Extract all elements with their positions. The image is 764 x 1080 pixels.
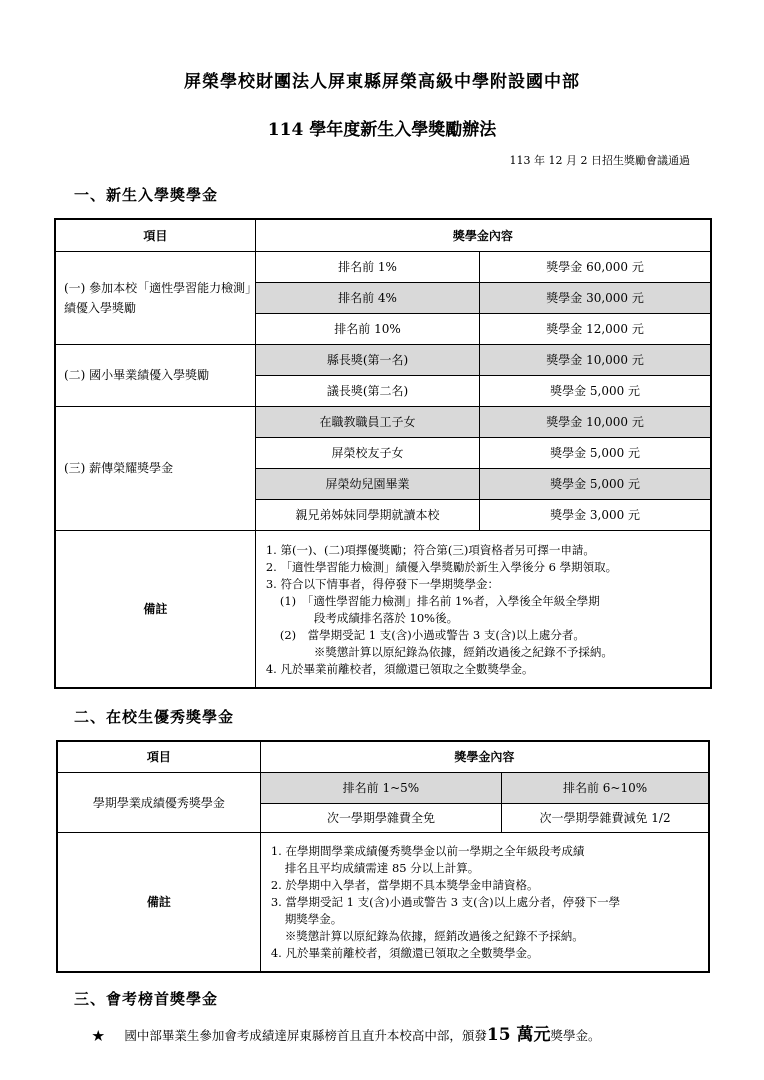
condition-cell: 屏榮校友子女 — [255, 437, 479, 468]
amount-cell: 獎學金 60,000 元 — [480, 251, 711, 282]
col-item-header: 項目 — [57, 741, 260, 772]
section1-heading: 一、新生入學獎學金 — [74, 186, 219, 204]
document-title: 114 學年度新生入學獎勵辦法 — [267, 120, 497, 140]
table-header-row — [57, 741, 709, 772]
amount-cell: 獎學金 12,000 元 — [480, 313, 711, 344]
table-row — [55, 344, 711, 375]
condition-cell: 排名前 10% — [255, 313, 479, 344]
col-content-header: 獎學金內容 — [255, 219, 711, 251]
notes-label: 備註 — [55, 530, 255, 688]
amount-cell: 獎學金 5,000 元 — [480, 437, 711, 468]
note-line: 3. 當學期受記 1 支(含)小過或警告 3 支(含)以上處分者，停發下一學 — [270, 895, 621, 910]
item-cell: 學期學業成績優秀獎學金 — [57, 772, 260, 832]
notes-row — [55, 530, 711, 688]
amount-cell: 獎學金 3,000 元 — [480, 499, 711, 530]
note-line: 4. 凡於畢業前離校者，須繳還已領取之全數獎學金。 — [270, 946, 539, 961]
section3-text-after: 獎學金。 — [550, 1028, 601, 1043]
condition-cell: 議長獎(第二名) — [255, 375, 479, 406]
note-line: ※獎懲計算以原紀錄為依據，經銷改過後之紀錄不予採納。 — [313, 644, 613, 659]
condition-cell: 縣長獎(第一名) — [255, 344, 479, 375]
col-item-header: 項目 — [55, 219, 255, 251]
note-line: 排名且平均成績需達 85 分以上計算。 — [284, 861, 480, 876]
note-line: (1) 「適性學習能力檢測」排名前 1%者，入學後全年級全學期 — [279, 593, 600, 608]
condition-cell: 在職教職員工子女 — [255, 406, 479, 437]
item-cell: (二) 國小畢業績優入學獎勵 — [55, 344, 255, 406]
condition-cell: 屏榮幼兒園畢業 — [255, 468, 479, 499]
note-line: 4. 凡於畢業前離校者，須繳還已領取之全數獎學金。 — [265, 661, 534, 676]
amount-cell: 獎學金 5,000 元 — [480, 375, 711, 406]
benefit-cell: 次一學期學雜費減免 1/2 — [502, 803, 709, 832]
amount-cell: 獎學金 10,000 元 — [480, 406, 711, 437]
section2-table — [56, 740, 710, 973]
school-name: 屏榮學校財團法人屏東縣屏榮高級中學附設國中部 — [184, 72, 580, 92]
notes-cell — [260, 832, 709, 972]
col-content-header: 獎學金內容 — [260, 741, 709, 772]
note-line: 1. 第(一)、(二)項擇優獎勵；符合第(三)項資格者另可擇一申請。 — [265, 542, 595, 557]
section3-text — [92, 1020, 601, 1045]
condition-cell: 排名前 4% — [255, 282, 479, 313]
note-line: 2. 「適性學習能力檢測」績優入學獎勵於新生入學後分 6 學期領取。 — [265, 559, 618, 574]
condition-cell: 親兄弟姊妹同學期就讀本校 — [255, 499, 479, 530]
section3-heading: 三、會考榜首獎學金 — [74, 990, 219, 1008]
note-line: 2. 於學期中入學者，當學期不具本獎學金申請資格。 — [270, 878, 539, 893]
amount-cell: 獎學金 5,000 元 — [480, 468, 711, 499]
section3-amount: 15 萬元 — [486, 1025, 551, 1045]
approval-note: 113 年 12 月 2 日招生獎勵會議通過 — [509, 154, 690, 167]
condition-cell: 排名前 1% — [255, 251, 479, 282]
benefit-cell: 次一學期學雜費全免 — [260, 803, 501, 832]
table-row — [55, 251, 711, 282]
star-icon: ★ — [92, 1028, 105, 1043]
table-header-row — [55, 219, 711, 251]
notes-label: 備註 — [57, 832, 260, 972]
note-line: 3. 符合以下情事者，得停發下一學期獎學金： — [265, 576, 499, 591]
note-line: 段考成績排名落於 10%後。 — [313, 610, 459, 625]
note-line: 1. 在學期間學業成績優秀獎學金以前一學期之全年級段考成績 — [270, 844, 585, 859]
section2-heading: 二、在校生優秀獎學金 — [74, 708, 235, 726]
section3-text-before: 國中部畢業生參加會考成績達屏東縣榜首且直升本校高中部，頒發 — [124, 1028, 487, 1043]
notes-row — [57, 832, 709, 972]
rank-cell: 排名前 1~5% — [260, 772, 501, 803]
section1-table — [54, 218, 712, 689]
amount-cell: 獎學金 30,000 元 — [480, 282, 711, 313]
table-row — [55, 406, 711, 437]
rank-cell: 排名前 6~10% — [502, 772, 709, 803]
note-line: ※獎懲計算以原紀錄為依據，經銷改過後之紀錄不予採納。 — [284, 929, 584, 944]
note-line: 期獎學金。 — [284, 912, 343, 927]
amount-cell: 獎學金 10,000 元 — [480, 344, 711, 375]
notes-cell — [255, 530, 711, 688]
item-cell: (一) 參加本校「適性學習能力檢測」績優入學獎勵 — [55, 251, 255, 344]
note-line: (2) 當學期受記 1 支(含)小過或警告 3 支(含)以上處分者。 — [279, 627, 585, 642]
item-cell: (三) 薪傳榮耀獎學金 — [55, 406, 255, 530]
table-row — [57, 772, 709, 803]
